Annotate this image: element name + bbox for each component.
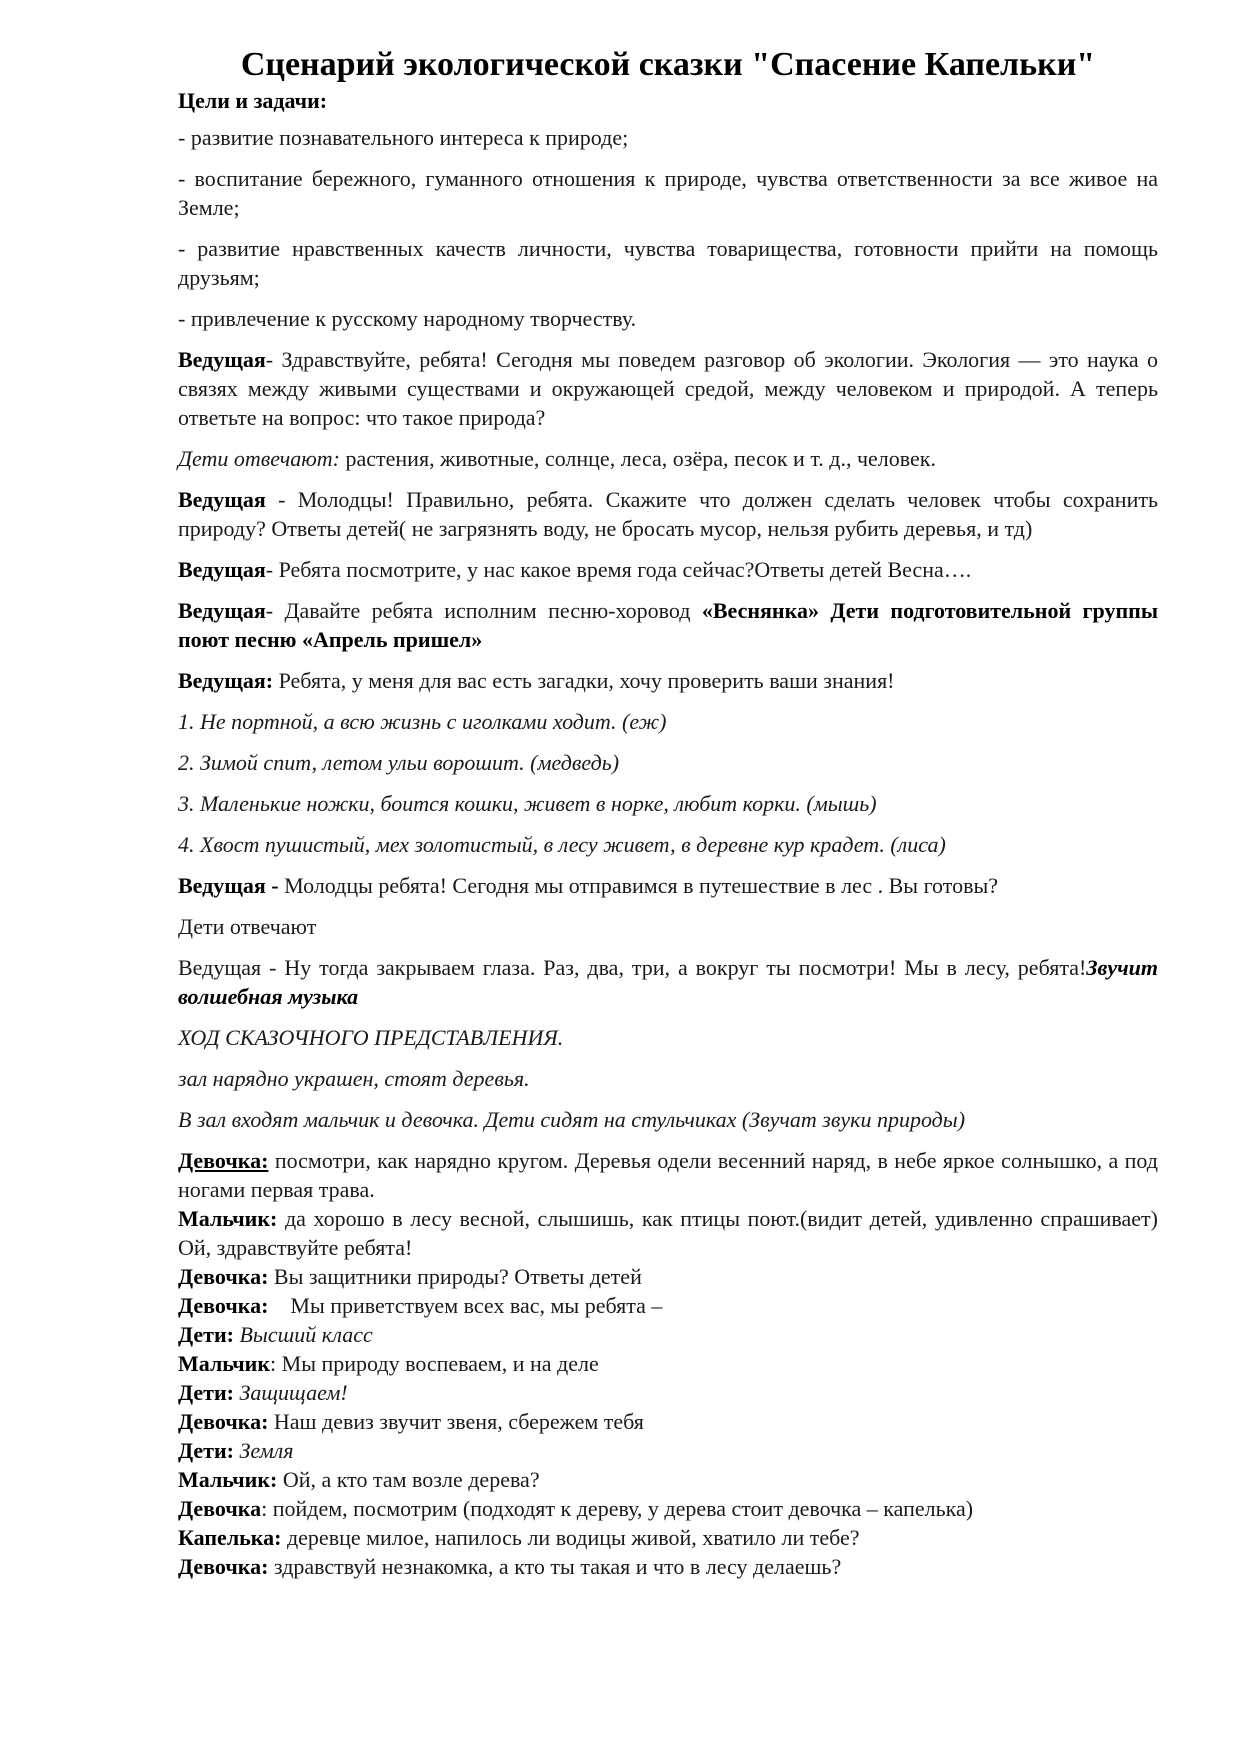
host-forest-paragraph: Ведущая - Ну тогда закрываем глаза. Раз, два, три, а вокруг ты посмотри! Мы в лесу, ребята!Звучит волшебная музыка [178, 955, 1158, 1009]
scene-heading: ХОД СКАЗОЧНОГО ПРЕДСТАВЛЕНИЯ. [178, 1025, 564, 1050]
riddle-item: 2. Зимой спит, летом ульи ворошит. (медведь) [178, 750, 620, 775]
dialogue-line: Девочка: Наш девиз звучит звеня, сбережем тебя [178, 1409, 644, 1434]
stage-note: зал нарядно украшен, стоят деревья. [178, 1066, 530, 1091]
goals-heading: Цели и задачи: [178, 88, 328, 113]
speaker-label: Мальчик [178, 1351, 271, 1376]
speaker-label: Девочка: [178, 1293, 269, 1318]
speaker-label: Ведущая [178, 557, 266, 582]
dialogue-line: Девочка: посмотри, как нарядно кругом. Деревья одели весенний наряд, в небе яркое солнышко, а под ногами первая трава. [178, 1148, 1158, 1202]
dialogue-line: Мальчик: Мы природу воспеваем, и на деле [178, 1351, 599, 1376]
dialogue [178, 1146, 1158, 1581]
host-song-paragraph: Ведущая- Давайте ребята исполним песню-хоровод «Веснянка» Дети подготовительной группы поют песню «Апрель пришел» [178, 598, 1159, 652]
dialogue-line: Мальчик: да хорошо в лесу весной, слышишь, как птицы поют.(видит детей, удивленно спрашивает) Ой, здравствуйте ребята! [178, 1206, 1158, 1260]
dialogue-line: Девочка: Мы приветствуем всех вас, мы ребята – [178, 1293, 663, 1318]
document-title: Сценарий экологической сказки "Спасение Капельки" [240, 46, 1096, 83]
host-intro-paragraph: Ведущая- Здравствуйте, ребята! Сегодня мы поведем разговор об экологии. Экология — это наука о связях между живыми существами и окружающей средой, между человеком и природой. А теперь ответьте на вопрос: что такое природа? [178, 347, 1158, 430]
speaker-label: Ведущая: [178, 668, 274, 693]
speaker-label: Девочка: [178, 1409, 269, 1434]
speaker-label: Капелька: [178, 1525, 282, 1550]
riddle-item: 4. Хвост пушистый, мех золотистый, в лесу живет, в деревне кур крадет. (лиса) [178, 832, 946, 857]
speaker-label: Ведущая [178, 347, 266, 372]
speaker-label: Ведущая - [178, 873, 279, 898]
speaker-label: Дети: [178, 1322, 234, 1347]
riddle-item: 3. Маленькие ножки, боится кошки, живет в норке, любит корки. (мышь) [178, 791, 877, 816]
speaker-label: Девочка [178, 1496, 262, 1521]
stage-direction: Звучит волшебная музыка [178, 955, 1158, 1009]
goal-item: - привлечение к русскому народному творчеству. [178, 306, 637, 331]
dialogue-line: Дети: Защищаем! [178, 1380, 348, 1405]
dialogue-line: Девочка: пойдем, посмотрим (подходят к дереву, у дерева стоит девочка – капелька) [178, 1496, 974, 1521]
speaker-label: Ведущая [178, 487, 266, 512]
speaker-label: Дети: [178, 1380, 234, 1405]
dialogue-line: Дети: Земля [178, 1438, 294, 1463]
speaker-label: Мальчик: [178, 1467, 278, 1492]
speaker-label: Девочка: [178, 1264, 269, 1289]
dialogue-line: Девочка: здравствуй незнакомка, а кто ты такая и что в лесу делаешь? [178, 1554, 842, 1579]
stage-note: В зал входят мальчик и девочка. Дети сидят на стульчиках (Звучат звуки природы) [178, 1107, 966, 1132]
speaker-label: Ведущая [178, 598, 266, 623]
host-season-paragraph: Ведущая- Ребята посмотрите, у нас какое время года сейчас?Ответы детей Весна…. [178, 557, 972, 582]
song-title: «Веснянка» Дети подготовительной группы поют песню «Апрель пришел» [178, 598, 1159, 652]
host-journey-paragraph: Ведущая - Молодцы ребята! Сегодня мы отправимся в путешествие в лес . Вы готовы? [178, 873, 999, 898]
goal-item: - воспитание бережного, гуманного отношения к природе, чувства ответственности за все живое на Земле; [178, 166, 1158, 220]
dialogue-line: Девочка: Вы защитники природы? Ответы детей [178, 1264, 642, 1289]
stage-label: Дети отвечают: [178, 446, 340, 471]
goal-item: - развитие познавательного интереса к природе; [178, 125, 629, 150]
riddle-item: 1. Не портной, а всю жизнь с иголками ходит. (еж) [178, 709, 667, 734]
speaker-label: Девочка: [178, 1554, 269, 1579]
children-answer-line: Дети отвечают [178, 914, 317, 939]
document-page [178, 44, 1158, 1581]
dialogue-line: Капелька: деревце милое, напилось ли водицы живой, хватило ли тебе? [178, 1525, 860, 1550]
speaker-label: Мальчик: [178, 1206, 278, 1231]
dialogue-line: Мальчик: Ой, а кто там возле дерева? [178, 1467, 540, 1492]
speaker-label: Дети: [178, 1438, 234, 1463]
host-riddles-paragraph: Ведущая: Ребята, у меня для вас есть загадки, хочу проверить ваши знания! [178, 668, 895, 693]
speaker-label: Девочка: [178, 1148, 269, 1173]
host-question-paragraph: Ведущая - Молодцы! Правильно, ребята. Скажите что должен сделать человек чтобы сохранить природу? Ответы детей( не загрязнять воду, не бросать мусор, нельзя рубить деревья, и тд) [178, 487, 1158, 541]
children-answer-paragraph: Дети отвечают: растения, животные, солнце, леса, озёра, песок и т. д., человек. [178, 446, 936, 471]
goal-item: - развитие нравственных качеств личности, чувства товарищества, готовности прийти на помощь друзьям; [178, 236, 1158, 290]
dialogue-line: Дети: Высший класс [178, 1322, 373, 1347]
